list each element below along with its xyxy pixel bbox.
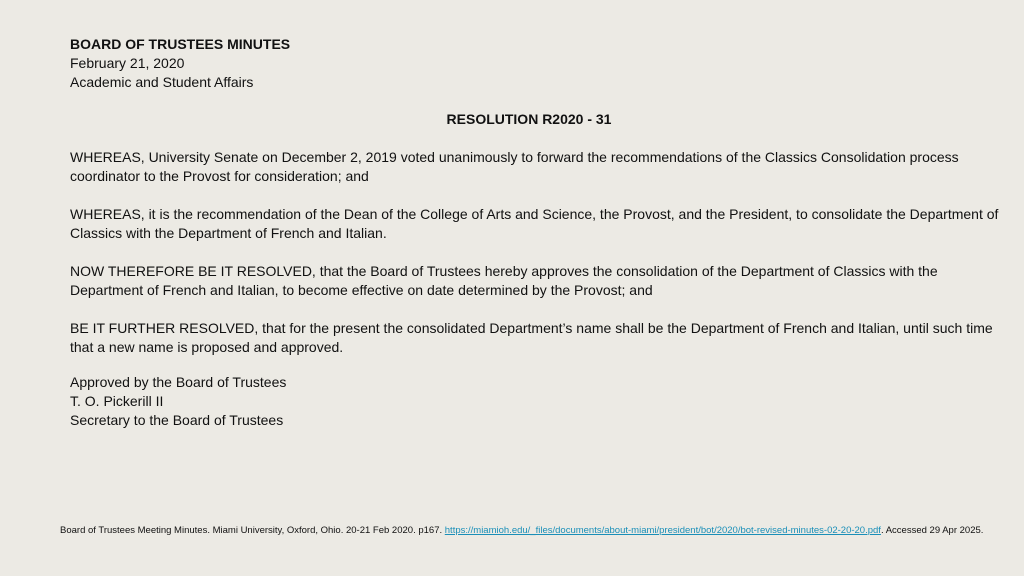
signatory-role: Secretary to the Board of Trustees: [70, 412, 284, 428]
minutes-header: [70, 35, 290, 92]
signatory-name: T. O. Pickerill II: [70, 393, 164, 409]
approved-by-line: Approved by the Board of Trustees: [70, 374, 287, 390]
minutes-date: February 21, 2020: [70, 55, 185, 71]
resolution-body: [70, 148, 1000, 376]
citation-text: Board of Trustees Meeting Minutes. Miami University, Oxford, Ohio. 20-21 Feb 2020. p167.: [60, 525, 445, 536]
whereas-paragraph-2: WHEREAS, it is the recommendation of the Dean of the College of Arts and Science, the Provost, and the President, to consolidate the Department of Classics with the Department of French and Italian.: [70, 206, 999, 241]
minutes-title: BOARD OF TRUSTEES MINUTES: [70, 36, 291, 52]
resolution-title: RESOLUTION R2020 - 31: [446, 111, 612, 127]
citation-accessed: . Accessed 29 Apr 2025.: [880, 525, 984, 536]
signature-block: [70, 373, 286, 430]
committee-name: Academic and Student Affairs: [70, 74, 254, 90]
further-resolved-paragraph: BE IT FURTHER RESOLVED, that for the present the consolidated Department’s name shall be the Department of French and Italian, until such time that a new name is proposed and approved.: [70, 320, 993, 355]
citation-footnote: [60, 524, 995, 537]
whereas-paragraph-1: WHEREAS, University Senate on December 2, 2019 voted unanimously to forward the recommendations of the Classics Consolidation process coordinator to the Provost for consideration; and: [70, 149, 959, 184]
resolved-paragraph: NOW THEREFORE BE IT RESOLVED, that the Board of Trustees hereby approves the consolidation of the Department of Classics with the Department of French and Italian, to become effective on date determined by the Provost; and: [70, 263, 938, 298]
citation-link[interactable]: https://miamioh.edu/_files/documents/about-miami/president/bot/2020/bot-revised-minutes-02-20-20.pdf: [444, 525, 881, 536]
